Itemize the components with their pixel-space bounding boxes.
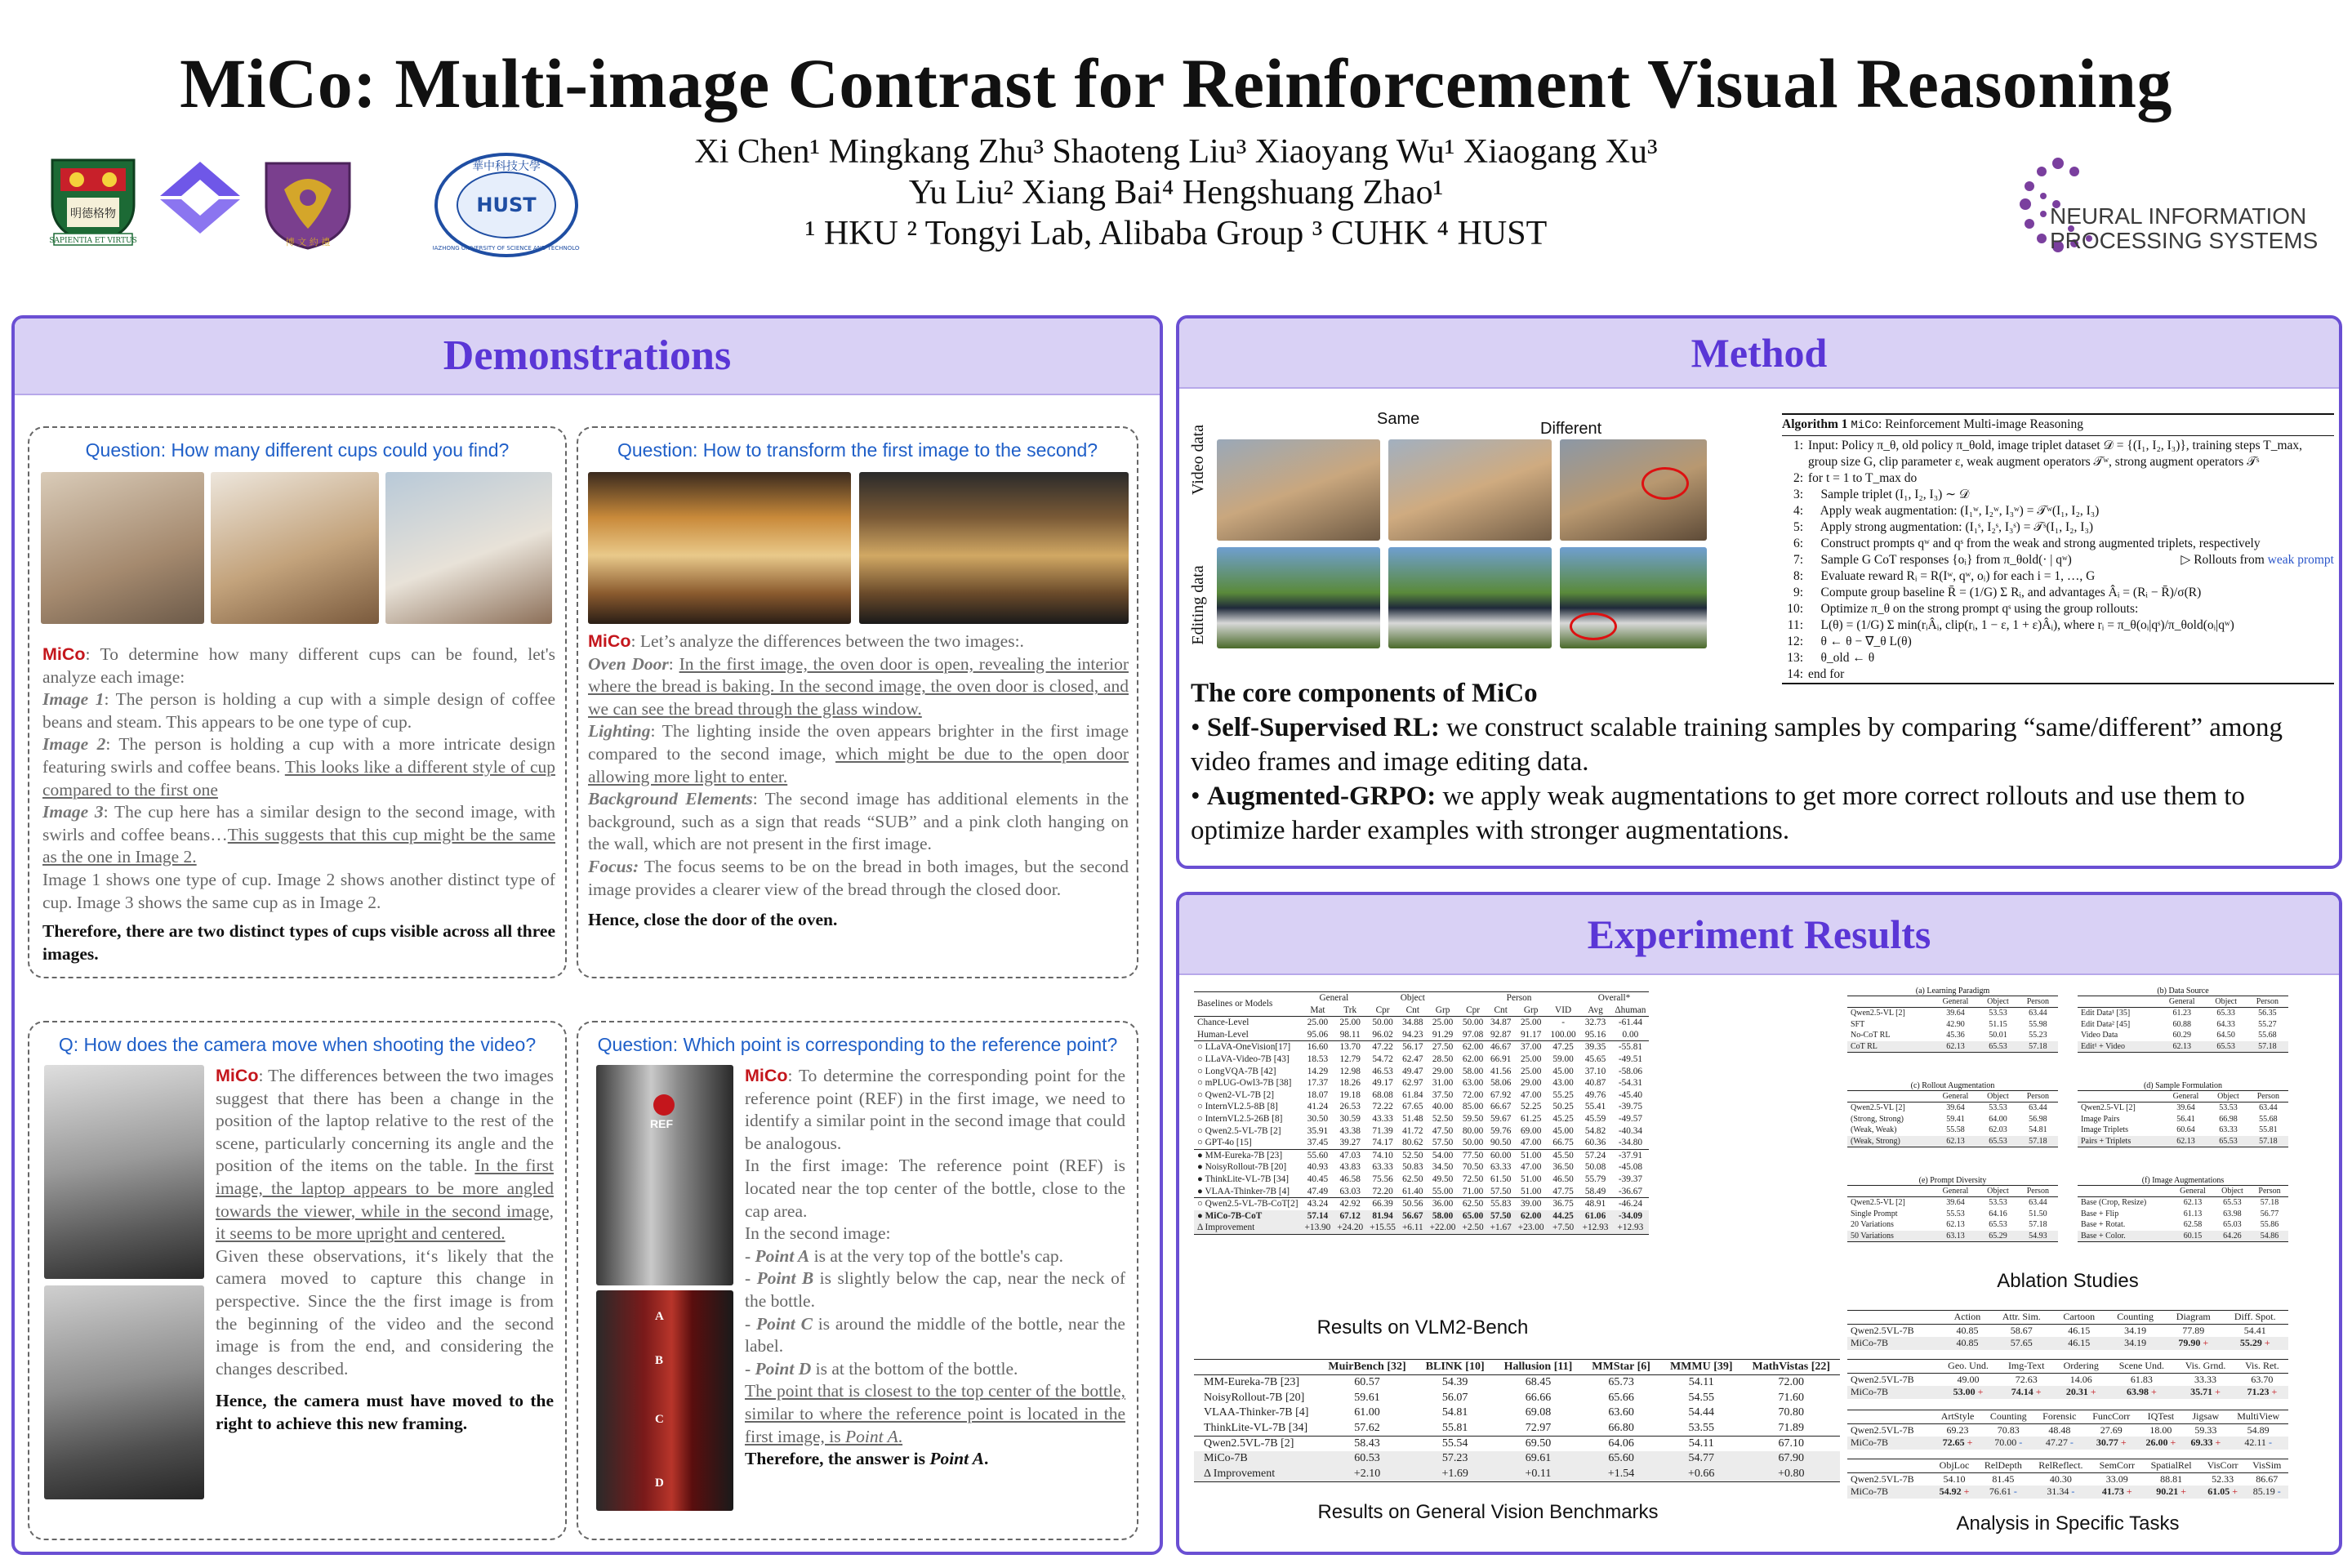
svg-text:SAPIENTIA ET VIRTUS: SAPIENTIA ET VIRTUS bbox=[49, 237, 137, 245]
table-row: Qwen2.5-VL [2] 39.64 53.53 63.44 bbox=[1851, 1103, 2047, 1113]
table-row: Human-Level 95.06 98.11 96.02 94.23 91.29 97.08 92.87 91.17 100.00 95.16 0.00 bbox=[1197, 1029, 1639, 1040]
ablation-table: (d) Sample Formulation General Object Person Qwen2.5-VL [2] 39.64 53.53 63.44 Image Pairs 56.41 66.98 55.68 Image Triplets 60.64 63.33 55.81 Pairs + Triplets 62.13 65.53 57.18 bbox=[2078, 1081, 2288, 1147]
table-header-row: Baselines or Models General Object Person Overall* bbox=[1194, 992, 1649, 1004]
algorithm-line-number: 5: bbox=[1793, 520, 1803, 534]
table-subheader-row: Mat Trk Cpr Cnt Grp Cpr Cnt Grp VID Avg Δhuman bbox=[1194, 1004, 1649, 1017]
ablation-table-title: (c) Rollout Augmentation bbox=[1910, 1081, 1995, 1090]
table-row: Qwen2.5VL-7B 40.85 58.67 46.15 34.19 77.89 54.41 bbox=[1851, 1324, 2266, 1336]
table-row: MiCo-7B 53.00 + 74.14 + 20.31 + 63.98 + 35.71 + 71.23 + bbox=[1847, 1386, 2288, 1399]
table-row: ○ Qwen2-VL-7B [2] 18.07 19.18 68.08 61.84 37.50 72.00 67.92 47.00 55.25 49.76 -45.40 bbox=[1197, 1089, 1643, 1100]
point-d-marker: D bbox=[655, 1477, 664, 1490]
svg-text:明德格物: 明德格物 bbox=[70, 207, 116, 220]
ablation-table: (f) Image Augmentations General Object Person Base (Crop, Resize) 62.13 65.53 57.18 Base + Flip 61.13 63.98 56.77 Base + Rotat. 62.58 65.03 55.86 Base + Color. 60.15 64.26 54.86 bbox=[2078, 1176, 2288, 1242]
table-row: ThinkLite-VL-7B [34] 57.62 55.81 72.97 66.80 53.55 71.89 bbox=[1204, 1421, 1805, 1434]
algorithm-line bbox=[1782, 470, 2334, 487]
video-frame-3 bbox=[1560, 439, 1707, 541]
table-row: ● NoisyRollout-7B [20] 40.93 43.83 63.33 50.83 34.50 70.50 63.33 47.00 36.50 50.08 -45.08 bbox=[1197, 1162, 1643, 1173]
table-row: NoisyRollout-7B [20] 59.61 56.07 66.66 65.66 54.55 71.60 bbox=[1204, 1391, 1805, 1404]
algorithm-line-text: Apply weak augmentation: (I₁ʷ, I₂ʷ, I₃ʷ) = 𝒯ʷ(I₁, I₂, I₃) bbox=[1808, 504, 2100, 518]
edit-image-1 bbox=[1217, 547, 1380, 648]
ablation-table: (b) Data Source General Object Person Edit Data¹ [35] 61.23 65.33 56.35 Edit Data² [45] 60.88 64.33 55.27 Video Data 60.29 64.50 55.68 Edit¹ + Video 62.13 65.53 57.18 bbox=[2078, 987, 2288, 1053]
demo-card-camera bbox=[28, 1021, 567, 1540]
algorithm-line-number: 12: bbox=[1787, 635, 1803, 648]
table-row: MiCo-7B 72.65 + 70.00 - 47.27 - 30.77 + 26.00 + 69.33 + 42.11 - bbox=[1847, 1437, 2288, 1450]
general-caption: Results on General Vision Benchmarks bbox=[1317, 1501, 1659, 1523]
table-row: Qwen2.5VL-7B [2] 58.43 55.54 69.50 64.06 54.11 67.10 bbox=[1194, 1437, 1840, 1452]
table-row: MiCo-7B 40.85 57.65 46.15 34.19 79.90 + 55.29 + bbox=[1847, 1337, 2288, 1350]
algorithm-line-number: 8: bbox=[1793, 569, 1803, 583]
demo-card-bottle bbox=[577, 1021, 1138, 1540]
algorithm-line-text: Construct prompts qʷ and qˢ from the weak and strong augmented triplets, respectively bbox=[1808, 537, 2261, 550]
general-bench-table bbox=[1194, 1359, 1840, 1482]
different-label: Different bbox=[1540, 420, 1602, 438]
oven-closed-image bbox=[859, 472, 1129, 624]
edit-image-2 bbox=[1388, 547, 1552, 648]
authors-line-2: Yu Liu² Xiang Bai⁴ Hengshuang Zhao¹ bbox=[908, 174, 1444, 212]
demo-card-oven bbox=[577, 426, 1138, 978]
specific-caption: Analysis in Specific Tasks bbox=[1956, 1512, 2180, 1535]
table-row: ○ GPT-4o [15] 37.45 39.27 74.17 80.62 57.50 50.00 90.50 47.00 66.75 60.36 -34.80 bbox=[1197, 1138, 1643, 1148]
ref-point-label: REF bbox=[650, 1117, 673, 1130]
algorithm-line bbox=[1782, 552, 2334, 568]
algorithm-line bbox=[1782, 503, 2334, 519]
table-row: Chance-Level 25.00 25.00 50.00 34.88 25.00 50.00 34.87 25.00 - 32.73 -61.44 bbox=[1197, 1018, 1643, 1028]
algorithm-line-number: 7: bbox=[1793, 553, 1803, 567]
svg-text:HUST: HUST bbox=[476, 194, 537, 216]
table-row: ○ InternVL2.5-8B [8] 41.24 26.53 72.22 67.65 40.00 85.00 66.67 52.25 50.25 55.41 -39.75 bbox=[1197, 1102, 1643, 1112]
authors-line-1: Xi Chen¹ Mingkang Zhu³ Shaoteng Liu³ Xiaoyang Wu¹ Xiaogang Xu³ bbox=[694, 133, 1658, 171]
ablation-table: (e) Prompt Diversity General Object Person Qwen2.5-VL [2] 39.64 53.53 63.44 Single Prompt 55.53 64.16 51.50 20 Variations 62.13 65.53 57.18 50 Variations 63.13 65.29 54.93 bbox=[1847, 1176, 2058, 1242]
laptop-frame-2 bbox=[44, 1285, 204, 1499]
algorithm-line-text: Sample triplet (I₁, I₂, I₃) ∼ 𝒟 bbox=[1808, 488, 1970, 501]
table-row: (Strong, Strong) 59.41 64.00 56.98 bbox=[1851, 1114, 2047, 1124]
video-frame-1 bbox=[1217, 439, 1380, 541]
core-title: The core components of MiCo bbox=[1191, 679, 1538, 708]
algorithm-line-text: Sample G CoT responses {oᵢ} from π_θold(· | qʷ) bbox=[1808, 553, 2072, 567]
algorithm-line-number: 4: bbox=[1793, 504, 1803, 518]
table-row: ● MiCo-7B-CoT 57.14 67.12 81.94 56.67 58.00 65.00 57.50 62.00 44.25 61.06 -34.09 bbox=[1194, 1210, 1649, 1223]
hku-crest-logo bbox=[47, 155, 139, 251]
algorithm-line-text: Compute group baseline R̄ = (1/G) Σ Rᵢ, and advantages Âᵢ = (Rᵢ − R̄)/σ(R) bbox=[1808, 586, 2202, 599]
algorithm-line bbox=[1782, 438, 2334, 454]
table-row: Qwen2.5VL-7B 49.00 72.63 14.06 61.83 33.33 63.70 bbox=[1851, 1373, 2274, 1385]
vlm2-bench-table bbox=[1194, 991, 1649, 1235]
svg-text:華中科技大學: 華中科技大學 bbox=[472, 160, 541, 173]
ablation-table-title: (e) Prompt Diversity bbox=[1918, 1176, 1987, 1185]
demo-card-cups bbox=[28, 426, 567, 978]
table-row: Edit¹ + Video 62.13 65.53 57.18 bbox=[2078, 1041, 2288, 1053]
video-frame-2 bbox=[1388, 439, 1552, 541]
algorithm-line-number: 1: bbox=[1793, 439, 1803, 452]
table-row: Pairs + Triplets 62.13 65.53 57.18 bbox=[2078, 1136, 2288, 1147]
table-row: ○ LLaVA-Video-7B [43] 18.53 12.79 54.72 62.47 28.50 62.00 66.91 25.00 59.00 45.65 -49.51 bbox=[1197, 1054, 1643, 1064]
table-row: Base (Crop, Resize) 62.13 65.53 57.18 bbox=[2081, 1198, 2279, 1208]
table-row: MiCo-7B 54.92 + 76.61 - 31.34 - 41.73 + 90.21 + 61.05 + 85.19 - bbox=[1847, 1486, 2288, 1499]
laptop-frame-1 bbox=[44, 1065, 204, 1279]
core-components bbox=[1191, 676, 2318, 848]
point-b-marker: B bbox=[655, 1354, 664, 1367]
affiliations: ¹ HKU ² Tongyi Lab, Alibaba Group ³ CUHK ⁴ HUST bbox=[804, 215, 1548, 252]
algorithm-line-text: group size G, clip parameter ε, weak augment operators 𝒯ʷ, strong augment operators 𝒯ˢ bbox=[1808, 455, 2260, 469]
demo-question: Question: How many different cups could you find? bbox=[85, 439, 510, 461]
ablation-tables bbox=[1847, 987, 2288, 1264]
demo-question: Question: Which point is corresponding to the reference point? bbox=[597, 1034, 1118, 1055]
algorithm-title: Algorithm 1 MiCo: Reinforcement Multi-image Reasoning bbox=[1782, 413, 2334, 436]
hust-seal-logo bbox=[433, 152, 580, 262]
svg-text:博 文 約 禮: 博 文 約 禮 bbox=[285, 237, 331, 247]
algorithm-line bbox=[1782, 634, 2334, 650]
table-row: Image Pairs 56.41 66.98 55.68 bbox=[2081, 1114, 2278, 1124]
table-row: ● ThinkLite-VL-7B [34] 40.45 46.58 75.56 62.50 49.50 72.50 61.50 51.00 46.50 55.79 -39.37 bbox=[1197, 1174, 1643, 1184]
table-row: Qwen2.5VL-7B 69.23 70.83 48.48 27.69 18.00 59.33 54.89 bbox=[1851, 1423, 2270, 1436]
table-row: No-CoT RL 45.36 50.01 55.23 bbox=[1851, 1031, 2047, 1040]
tongyi-logo bbox=[155, 157, 245, 243]
table-row: 50 Variations 63.13 65.29 54.93 bbox=[1847, 1231, 2058, 1242]
neurips-logo-text: NEURAL INFORMATION PROCESSING SYSTEMS bbox=[2050, 203, 2319, 253]
table-row: VLAA-Thinker-7B [4] 61.00 54.81 69.08 63.60 54.44 70.80 bbox=[1204, 1406, 1805, 1419]
algorithm-line-text: L(θ) = (1/G) Σ min(rᵢÂᵢ, clip(rᵢ, 1 − ε, 1 + ε)Âᵢ), where rᵢ = π_θ(oᵢ|qˢ)/π_θold(oᵢ|qʷ) bbox=[1808, 618, 2234, 632]
point-c-marker: C bbox=[655, 1413, 664, 1426]
ablation-table-title: (b) Data Source bbox=[2157, 987, 2209, 996]
demo-answer: MiCo: Let’s analyze the differences between the two images:. Oven Door: In the first image, the oven door is open, revealing the interior where the bread is baking. In the second image, the oven door is closed, and we can see the bread through the glass window. Lighting: The lighting inside the oven appears brighter in the first image compared to the second image, which might be due to the open door allowing more light to enter. Background Elements: The second image has additional elements in the background, such as a sign that reads “SUB” and a pink cloth hanging on the wall, which are not present in the first image. Focus: The focus seems to be on the bread in both images, but the second image provides a clearer view of the bread through the closed door. Hence, close the door of the oven. bbox=[588, 631, 1129, 930]
specific-task-table: ArtStyle Counting Forensic FuncCorr IQTest Jigsaw MultiView Qwen2.5VL-7B 69.23 70.83 48.48 27.69 18.00 59.33 54.89 MiCo-7B 72.65 + 70.00 - 47.27 - 30.77 + 26.00 + 69.33 + 42.11 - bbox=[1847, 1410, 2288, 1450]
algorithm-line-text: Input: Policy π_θ, old policy π_θold, image triplet dataset 𝒟 = {(I₁, I₂, I₃)}, training steps T_max, bbox=[1808, 439, 2303, 452]
table-row: Edit Data² [45] 60.88 64.33 55.27 bbox=[2081, 1019, 2277, 1029]
algorithm-line bbox=[1782, 650, 2334, 666]
algorithm-line-number: 14: bbox=[1787, 667, 1803, 681]
algorithm-line bbox=[1782, 454, 2334, 470]
table-row: Base + Rotat. 62.58 65.03 55.86 bbox=[2081, 1220, 2279, 1230]
point-a-marker: A bbox=[655, 1310, 664, 1323]
table-row: Qwen2.5-VL [2] 39.64 53.53 63.44 bbox=[2081, 1103, 2278, 1113]
table-header-row: MuirBench [32] BLINK [10] Hallusion [11] MMStar [6] MMMU [39] MathVistas [22] bbox=[1194, 1360, 1840, 1375]
table-row: MM-Eureka-7B [23] 60.57 54.39 68.45 65.73 54.11 72.00 bbox=[1204, 1376, 1805, 1389]
table-row: ○ mPLUG-Owl3-7B [38] 17.37 18.26 49.17 62.97 31.00 63.00 58.06 29.00 43.00 40.87 -54.31 bbox=[1197, 1078, 1643, 1089]
table-row: Qwen2.5-VL [2] 39.64 53.53 63.44 bbox=[1851, 1009, 2047, 1018]
method-figure bbox=[1189, 407, 1712, 652]
table-row: Edit Data¹ [35] 61.23 65.33 56.35 bbox=[2081, 1009, 2277, 1018]
algorithm-line-number: 9: bbox=[1793, 586, 1803, 599]
table-row: ○ LongVQA-7B [42] 14.29 12.98 46.53 49.47 29.00 58.00 41.56 25.00 45.00 37.10 -58.06 bbox=[1197, 1066, 1643, 1076]
demonstrations-heading: Demonstrations bbox=[15, 318, 1160, 395]
demo-answer: MiCo: To determine the corresponding point for the reference point (REF) in the first image, we need to identify a similar point in the second image that could be analogous. In the first image: The reference point (REF) is located near the top center of the bottle, close to the cap area. In the second image: - Point A is at the very top of the bottle's cap. - Point B is slightly below the cap, near the neck of the bottle. - Point C is around the middle of the bottle, near the label. - Point D is at the bottom of the bottle. The point that is closest to the top center of the bottle, similar to where the reference point is located in the first image, is Point A. Therefore, the answer is Point A. bbox=[745, 1066, 1125, 1469]
ablation-table-title: (f) Image Augmentations bbox=[2141, 1176, 2225, 1185]
algorithm-line-number: 11: bbox=[1787, 618, 1803, 632]
algorithm-line-text: for t = 1 to T_max do bbox=[1808, 471, 1918, 485]
table-row: Base + Flip 61.13 63.98 56.77 bbox=[2081, 1209, 2279, 1218]
bottle-reference-image bbox=[596, 1065, 733, 1285]
table-row: Δ Improvement +13.90 +24.20 +15.55 +6.11 +22.00 +2.50 +1.67 +23.00 +7.50 +12.93 +12.93 bbox=[1194, 1222, 1649, 1234]
algorithm-line-text: end for bbox=[1808, 667, 1845, 681]
vlm2-caption: Results on VLM2-Bench bbox=[1316, 1316, 1529, 1339]
edit-image-3 bbox=[1560, 547, 1707, 648]
algorithm-line-text: Optimize π_θ on the strong prompt qˢ using the group rollouts: bbox=[1808, 602, 2139, 616]
cup-image-3 bbox=[385, 472, 552, 624]
svg-text:HUAZHONG UNIVERSITY OF SCIENCE: HUAZHONG UNIVERSITY OF SCIENCE AND TECHNOLOGY bbox=[433, 245, 580, 252]
cuhk-crest-logo bbox=[260, 157, 356, 257]
algorithm-line-text: Apply strong augmentation: (I₁ˢ, I₂ˢ, I₃ˢ) = 𝒯ˢ(I₁, I₂, I₃) bbox=[1808, 520, 2094, 534]
algorithm-line bbox=[1782, 601, 2334, 617]
table-row: ○ Qwen2.5-VL-7B [2] 35.91 43.38 71.39 41.72 47.50 80.00 59.76 69.00 45.00 54.82 -40.34 bbox=[1197, 1125, 1643, 1136]
algorithm-box bbox=[1782, 413, 2334, 684]
table-row: ○ LLaVA-OneVision[17] 16.60 13.70 47.22 56.17 27.50 62.00 46.67 37.00 47.25 39.35 -55.81 bbox=[1194, 1041, 1649, 1054]
table-row: 20 Variations 62.13 65.53 57.18 bbox=[1851, 1220, 2047, 1230]
table-row: Single Prompt 55.53 64.16 51.50 bbox=[1851, 1209, 2047, 1218]
table-row: ● VLAA-Thinker-7B [4] 47.49 63.03 72.20 61.40 55.00 71.00 57.50 51.00 47.75 58.49 -36.67 bbox=[1197, 1186, 1643, 1196]
algorithm-line bbox=[1782, 568, 2334, 585]
demo-question: Question: How to transform the first image to the second? bbox=[617, 439, 1098, 461]
bullet-self-supervised: • Self-Supervised RL: we construct scalable training samples by comparing “same/different” among video frames and image editing data. bbox=[1191, 713, 2283, 777]
oven-open-image bbox=[588, 472, 851, 624]
same-label: Same bbox=[1377, 410, 1420, 428]
algorithm-comment: ▷ Rollouts from weak prompt bbox=[2180, 553, 2334, 567]
algorithm-line-text: θ ← θ − ∇_θ L(θ) bbox=[1808, 635, 1912, 648]
experiments-heading: Experiment Results bbox=[1179, 895, 2339, 975]
demo-answer: MiCo: The differences between the two images suggest that there has been a change in the position of the laptop relative to the rest of the scene, particularly concerning its angle and the position of the items on the table. In the first image, the laptop appears to be more angled towards the viewer, while in the second image, it seems to be more upright and centered. Given these observations, it‘s likely that the camera moved to capture this change in perspective. Since the the first image is from the beginning of the video and the second image is from the end, and considering the changes described. Hence, the camera must have moved to the right to achieve this new framing. bbox=[216, 1066, 554, 1433]
specific-task-table: Action Attr. Sim. Cartoon Counting Diagram Diff. Spot. Qwen2.5VL-7B 40.85 58.67 46.15 34.19 77.89 54.41 MiCo-7B 40.85 57.65 46.15 34.19 79.90 + 55.29 + bbox=[1847, 1310, 2288, 1350]
bullet-augmented-grpo: • Augmented-GRPO: we apply weak augmentations to get more correct rollouts and use them to optimize harder examples with stronger augmentations. bbox=[1191, 782, 2245, 845]
specific-task-table: Geo. Und. Img-Text Ordering Scene Und. Vis. Grnd. Vis. Ret. Qwen2.5VL-7B 49.00 72.63 14.06 61.83 33.33 63.70 MiCo-7B 53.00 + 74.14 + 20.31 + 63.98 + 35.71 + 71.23 + bbox=[1847, 1359, 2288, 1399]
table-row: Image Triplets 60.64 63.33 55.81 bbox=[2081, 1125, 2278, 1135]
bottle-candidate-image bbox=[596, 1290, 733, 1511]
ablation-table: (a) Learning Paradigm General Object Person Qwen2.5-VL [2] 39.64 53.53 63.44 SFT 42.90 51.15 55.98 No-CoT RL 45.36 50.01 55.23 CoT RL 62.13 65.53 57.18 bbox=[1847, 987, 2058, 1053]
table-row: ● MM-Eureka-7B [23] 55.60 47.03 74.10 52.50 54.00 77.50 60.00 51.00 45.50 57.24 -37.91 bbox=[1194, 1149, 1649, 1161]
algorithm-line-text: θ_old ← θ bbox=[1808, 651, 1875, 665]
table-row: Qwen2.5-VL [2] 39.64 53.53 63.44 bbox=[1851, 1198, 2047, 1208]
poster-title: MiCo: Multi-image Contrast for Reinforcement Visual Reasoning bbox=[180, 44, 2172, 122]
table-row: MiCo-7B 60.53 57.23 69.61 65.60 54.77 67.90 bbox=[1194, 1451, 1840, 1466]
algorithm-line-text: Evaluate reward Rᵢ = R(Iʷ, qʷ, oᵢ) for each i = 1, …, G bbox=[1808, 569, 2096, 583]
demo-question: Q: How does the camera move when shooting the video? bbox=[58, 1034, 537, 1055]
algorithm-line-number: 13: bbox=[1787, 651, 1803, 665]
ablation-table: (c) Rollout Augmentation General Object Person Qwen2.5-VL [2] 39.64 53.53 63.44 (Strong, Strong) 59.41 64.00 56.98 (Weak, Weak) 55.58 62.03 54.81 (Weak, Strong) 62.13 65.53 57.18 bbox=[1847, 1081, 2058, 1147]
table-row: (Weak, Weak) 55.58 62.03 54.81 bbox=[1851, 1125, 2047, 1135]
algorithm-line bbox=[1782, 585, 2334, 601]
method-heading: Method bbox=[1179, 318, 2339, 389]
algorithm-line-number: 6: bbox=[1793, 537, 1803, 550]
table-row: Video Data 60.29 64.50 55.68 bbox=[2081, 1031, 2277, 1040]
ablation-table-title: (d) Sample Formulation bbox=[2143, 1081, 2223, 1090]
table-row: SFT 42.90 51.15 55.98 bbox=[1851, 1019, 2047, 1029]
table-row: Δ Improvement +2.10 +1.69 +0.11 +1.54 +0.66 +0.80 bbox=[1194, 1467, 1840, 1482]
algorithm-line-number: 10: bbox=[1787, 602, 1803, 616]
video-data-label: Video data bbox=[1189, 425, 1207, 495]
algorithm-line bbox=[1782, 617, 2334, 634]
table-row: ○ Qwen2.5-VL-7B-CoT[2] 43.24 42.92 66.39 50.56 36.00 62.50 55.83 39.00 36.75 48.91 -46.24 bbox=[1194, 1198, 1649, 1210]
ablation-caption: Ablation Studies bbox=[1997, 1270, 2139, 1292]
cup-image-2 bbox=[211, 472, 379, 624]
table-row: Base + Color. 60.15 64.26 54.86 bbox=[2078, 1231, 2288, 1242]
editing-data-label: Editing data bbox=[1189, 565, 1207, 645]
algorithm-line-number: 3: bbox=[1793, 488, 1803, 501]
ablation-table-title: (a) Learning Paradigm bbox=[1915, 987, 1990, 996]
table-row: CoT RL 62.13 65.53 57.18 bbox=[1847, 1041, 2058, 1053]
cup-image-1 bbox=[41, 472, 204, 624]
algorithm-line bbox=[1782, 487, 2334, 503]
algorithm-line-number: 2: bbox=[1793, 471, 1803, 485]
table-row: ○ InternVL2.5-26B [8] 30.50 30.59 43.33 51.48 52.50 59.50 59.67 61.25 45.25 45.59 -49.57 bbox=[1197, 1113, 1643, 1124]
algorithm-line bbox=[1782, 536, 2334, 552]
specific-task-table: ObjLoc RelDepth RelReflect. SemCorr SpatialRel VisCorr VisSim Qwen2.5VL-7B 54.10 81.45 40.30 33.09 88.81 52.33 86.67 MiCo-7B 54.92 + 76.61 - 31.34 - 41.73 + 90.21 + 61.05 + 85.19 - bbox=[1847, 1459, 2288, 1499]
demo-answer: MiCo: To determine how many different cups can be found, let's analyze each image: Image 1: The person is holding a cup with a simple design of coffee beans and steam. This appears to be one type of cup. Image 2: The person is holding a cup with a more intricate design featuring swirls and coffee beans. This looks like a different style of cup compared to the first one Image 3: The cup here has a similar design to the second image, with swirls and coffee beans…This suggests that this cup might be the same as the one in Image 2. Image 1 shows one type of cup. Image 2 shows another distinct type of cup. Image 3 shows the same cup as in Image 2. Therefore, there are two distinct types of cups visible across all three images. bbox=[42, 644, 556, 964]
algorithm-line bbox=[1782, 519, 2334, 536]
table-row: Qwen2.5VL-7B 54.10 81.45 40.30 33.09 88.81 52.33 86.67 bbox=[1851, 1472, 2278, 1485]
table-row: (Weak, Strong) 62.13 65.53 57.18 bbox=[1847, 1136, 2058, 1147]
